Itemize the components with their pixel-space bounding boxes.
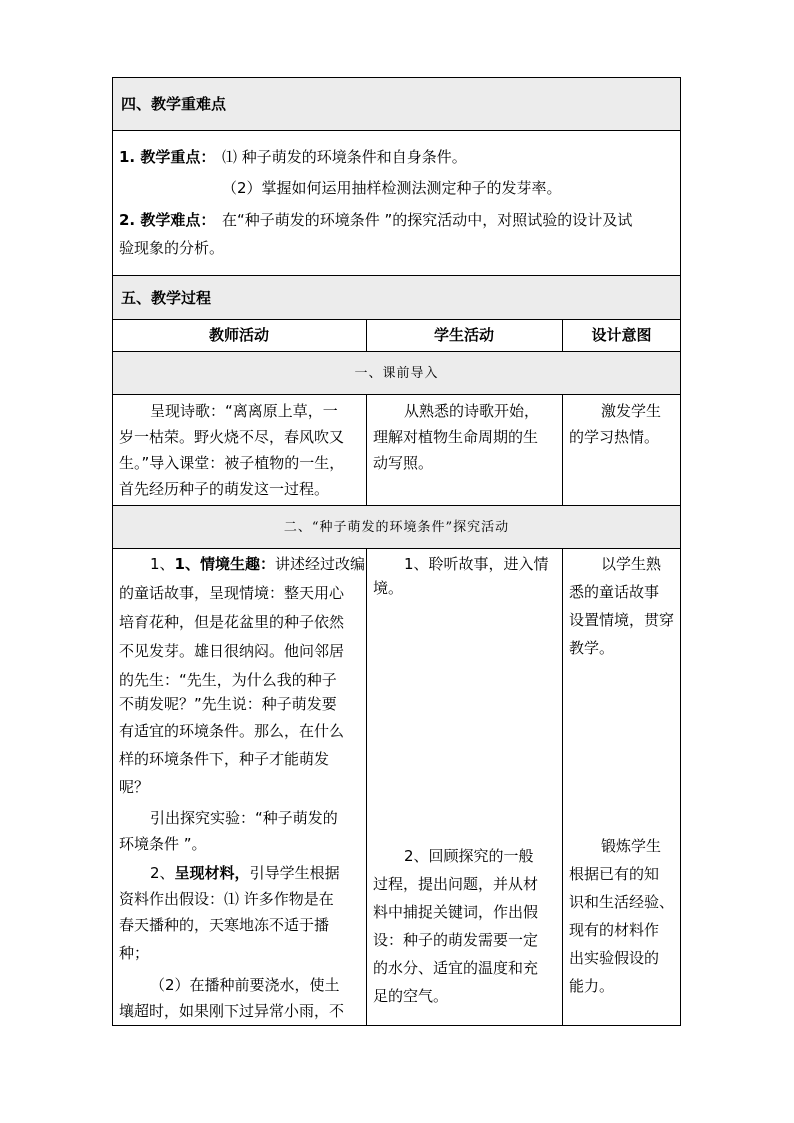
p2-intent-line: 教学。	[569, 639, 615, 657]
p1-teacher-line: 呈现诗歌：“离离原上草，一	[150, 402, 338, 420]
p2-teacher-line: 呢？	[119, 778, 150, 796]
p2-student-line: 料中捕捉关键词，作出假	[373, 903, 539, 921]
materials-prefix: 2、	[150, 864, 175, 882]
p1-intent-line: 激发学生	[601, 402, 662, 420]
p2-teacher-line: 的童话故事，呈现情境：整天用心	[119, 584, 345, 602]
p2-teacher-line: 有适宜的环境条件。那么，在什么	[119, 722, 345, 740]
part1-title: 一、课前导入	[354, 366, 439, 381]
col-student-header: 学生活动	[433, 326, 494, 344]
p2-teacher-line: 春天播种的，天寒地冻不适于播	[119, 916, 330, 934]
p1-student-line: 动写照。	[373, 454, 434, 472]
p2-teacher-line-materials	[150, 859, 340, 888]
p1-teacher-line: 首先经历种子的萌发这一过程。	[119, 480, 330, 498]
p2-student-line: 1、聆听故事，进入情	[404, 555, 549, 573]
p2-intent-line: 锻炼学生	[601, 837, 662, 855]
p2-student-line: 2、回顾探究的一般	[404, 847, 534, 865]
part2-title: 二、“种子萌发的环境条件”探究活动	[283, 520, 510, 535]
p2-intent-line: 悉的童话故事	[569, 583, 660, 601]
p2-intent-line: 根据已有的知	[569, 865, 660, 883]
p1-intent-line: 的学习热情。	[569, 428, 660, 446]
p2-intent-line: 设置情境，贯穿	[569, 611, 675, 629]
key-points-label: 1. 教学重点：	[119, 148, 216, 166]
p2-teacher-line: 的先生：“先生，为什么我的种子	[119, 671, 337, 689]
p2-intent-line: 出实验假设的	[569, 949, 660, 967]
materials-label: 呈现材料，	[174, 864, 250, 882]
p2-teacher-line: 资料作出假设：⑴ 许多作物是在	[119, 890, 334, 908]
p2-teacher-line: 种；	[119, 944, 150, 962]
p1-student-line: 从熟悉的诗歌开始，	[404, 402, 540, 420]
p2-teacher-line: 样的环境条件下，种子才能萌发	[119, 750, 330, 768]
p2-student-line: 设：种子的萌发需要一定	[373, 931, 539, 949]
col-divider-2-part2	[562, 548, 563, 1026]
p2-student-line: 过程，提出问题，并从材	[373, 875, 539, 893]
col-divider-2-part1	[562, 394, 563, 506]
section4-heading: 四、教学重难点	[121, 95, 227, 113]
difficulty-line1: 在“种子萌发的环境条件 ”的探究活动中，对照试验的设计及试	[222, 211, 633, 229]
p2-teacher-line: 壤超时，如果刚下过异常小雨，不	[119, 1002, 345, 1020]
col-divider-1-part2	[366, 548, 367, 1026]
col-divider-1-part1	[366, 394, 367, 506]
p2-teacher-line: （2）在播种前要浇水，使土	[150, 976, 340, 994]
section5-heading: 五、教学过程	[121, 289, 212, 307]
difficulty-line2: 验现象的分析。	[119, 239, 225, 257]
col-teacher-header: 教师活动	[208, 326, 269, 344]
p2-teacher-line: 环境条件 ”。	[119, 835, 207, 853]
p2-teacher-first-line: 1、1、情境生趣：讲述经过改编	[150, 555, 366, 573]
difficulty-label: 2. 教学难点：	[119, 211, 216, 229]
p2-intent-line: 识和生活经验、	[569, 893, 675, 911]
col-intent-header: 设计意图	[591, 326, 652, 344]
p2-student-line: 足的空气。	[373, 987, 449, 1005]
key-points-line2: （2）掌握如何运用抽样检测法测定种子的发芽率。	[222, 179, 562, 197]
p1-student-line: 理解对植物生命周期的生	[373, 428, 539, 446]
p2-teacher-line: 引出探究实验：“种子萌发的	[150, 809, 338, 827]
p2-intent-line: 能力。	[569, 977, 615, 995]
p1-teacher-line: 岁一枯荣。野火烧不尽，春风吹又	[119, 428, 345, 446]
p2-student-line: 境。	[373, 579, 404, 597]
key-points-line1: ⑴ 种子萌发的环境条件和自身条件。	[222, 148, 467, 166]
p2-teacher-line: 不萌发呢？”先生说：种子萌发要	[119, 695, 337, 713]
materials-text: 引导学生根据	[249, 864, 340, 882]
p1-teacher-line: 生。”导入课堂：被子植物的一生，	[119, 454, 345, 472]
p2-teacher-line: 不见发芽。雄日很纳闷。他问邻居	[119, 642, 345, 660]
p2-intent-line: 以学生熟	[601, 555, 662, 573]
p2-intent-line: 现有的材料作	[569, 921, 660, 939]
p2-teacher-line: 培育花种，但是花盆里的种子依然	[119, 613, 345, 631]
scenario-text: 讲述经过改编	[275, 555, 366, 573]
p2-student-line: 的水分、适宜的温度和充	[373, 959, 539, 977]
scenario-label: 1、情境生趣：	[174, 555, 275, 573]
